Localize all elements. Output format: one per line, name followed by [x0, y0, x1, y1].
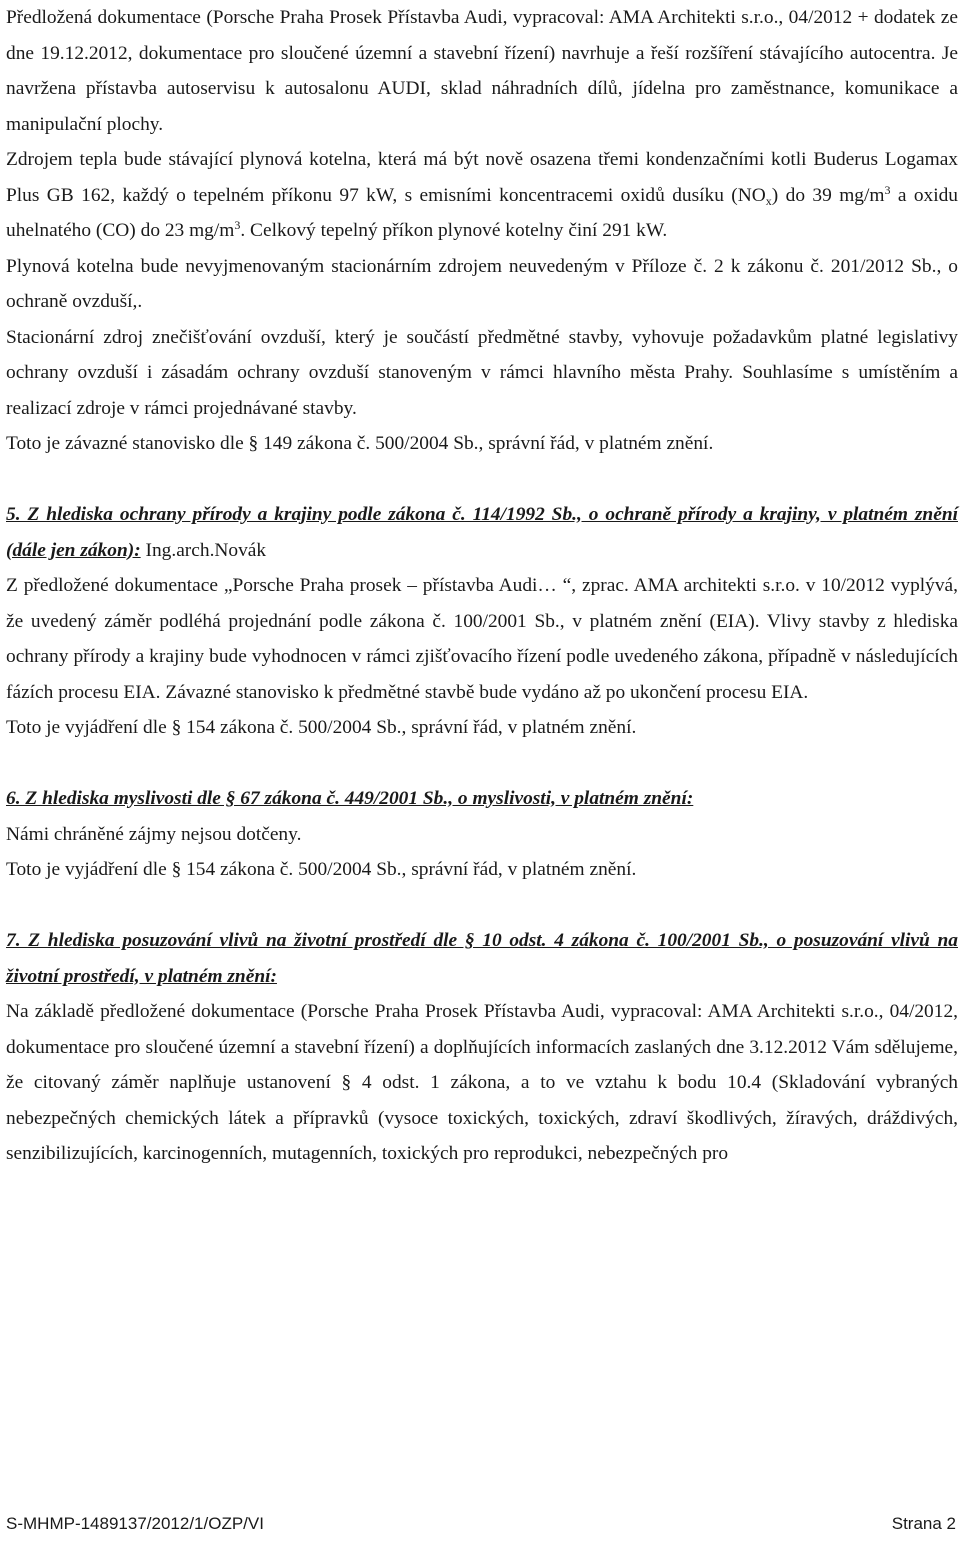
boiler-text-c: a oxidu uhelnatého (CO) do 23 mg/m — [6, 184, 958, 241]
section-5-heading: 5. Z hlediska ochrany přírody a krajiny podle zákona č. 114/1992 Sb., o ochraně přírody a krajiny, v platném znění (dále jen zákon): — [6, 504, 958, 561]
binding-opinion-paragraph: Toto je závazné stanovisko dle § 149 zákona č. 500/2004 Sb., správní řád, v platném znění. — [6, 433, 714, 454]
section-5-body: Z předložené dokumentace „Porsche Praha prosek – přístavba Audi… “, zprac. AMA architekti s.r.o. v 10/2012 vyplývá, že uvedený záměr podléhá projednání podle zákona č. 100/2001 Sb., v platném znění (EIA). Vlivy stavby z hlediska ochrany přírody a krajiny bude vyhodnocen v rámci zjišťovacího řízení podle uvedeného zákona, případně v následujících fázích procesu EIA. Závazné stanovisko k předmětné stavbě bude vydáno až po ukončení procesu EIA. — [6, 575, 958, 703]
spacer — [6, 462, 958, 498]
spacer — [6, 746, 958, 782]
boiler-text-b: ) do 39 mg/m — [771, 184, 885, 206]
section-6-closing: Toto je vyjádření dle § 154 zákona č. 500/2004 Sb., správní řád, v platném znění. — [6, 859, 637, 880]
boiler-text-a: Zdrojem tepla bude stávající plynová kotelna, která má být nově osazena třemi kondenzačními kotli Buderus Logamax Plus GB 162, každý o tepelném příkonu 97 kW, s emisními koncentracemi oxidů dusíku (NO — [6, 149, 958, 206]
section-6-body: Námi chráněné zájmy nejsou dotčeny. — [6, 823, 302, 845]
unit-superscript-2: 3 — [234, 218, 241, 232]
page-number: Strana 2 — [891, 1514, 956, 1533]
spacer — [6, 888, 958, 924]
section-5-author: Ing.arch.Novák — [140, 539, 267, 561]
section-5 — [6, 497, 958, 568]
section-6-heading: 6. Z hlediska myslivosti dle § 67 zákona č. 449/2001 Sb., o myslivosti, v platném znění: — [6, 788, 694, 809]
section-7-heading: 7. Z hlediska posuzování vlivů na životní prostředí dle § 10 odst. 4 zákona č. 100/2001 Sb., o posuzování vlivů na životní prostředí, v platném znění: — [6, 930, 958, 987]
boiler-text-d: . Celkový tepelný příkon plynové kotelny činí 291 kW. — [240, 220, 668, 241]
unit-superscript-1: 3 — [884, 182, 891, 197]
section-5-closing: Toto je vyjádření dle § 154 zákona č. 500/2004 Sb., správní řád, v platném znění. — [6, 717, 637, 738]
compliance-paragraph: Stacionární zdroj znečišťování ovzduší, který je součástí předmětné stavby, vyhovuje požadavkům platné legislativy ochrany ovzduší i zásadám ochrany ovzduší stanoveným v rámci hlavního města Prahy. Souhlasíme s umístěním a realizací zdroje v rámci projednávané stavby. — [6, 326, 958, 419]
nox-subscript: x — [765, 193, 772, 208]
page-footer — [6, 1514, 956, 1534]
document-reference: S-MHMP-1489137/2012/1/OZP/VI — [6, 1514, 264, 1533]
section-7-body: Na základě předložené dokumentace (Porsche Praha Prosek Přístavba Audi, vypracoval: AMA Architekti s.r.o., 04/2012, dokumentace pro sloučené územní a stavební řízení) a doplňujících informacích zaslaných dne 3.12.2012 Vám sdělujeme, že citovaný záměr naplňuje ustanovení § 4 odst. 1 zákona, a to ve vztahu k bodu 10.4 (Skladování vybraných nebezpečných chemických látek a přípravků (vysoce toxických, toxických, zdraví škodlivých, žíravých, dráždivých, senzibilizujících, karcinogenních, mutagenních, toxických pro reprodukci, nebezpečných pro — [6, 1001, 958, 1164]
document-page — [6, 0, 958, 1172]
intro-paragraph: Předložená dokumentace (Porsche Praha Prosek Přístavba Audi, vypracoval: AMA Architekti s.r.o., 04/2012 + dodatek ze dne 19.12.2012, dokumentace pro sloučené územní a stavební řízení) navrhuje a řeší rozšíření stávajícího autocentra. Je navržena přístavba autoservisu k autosalonu AUDI, sklad náhradních dílů, jídelna pro zaměstnance, komunikace a manipulační plochy. — [6, 7, 958, 135]
boiler-paragraph — [6, 142, 958, 249]
source-classification-paragraph: Plynová kotelna bude nevyjmenovaným stacionárním zdrojem neuvedeným v Příloze č. 2 k zákonu č. 201/2012 Sb., o ochraně ovzduší,. — [6, 255, 958, 312]
